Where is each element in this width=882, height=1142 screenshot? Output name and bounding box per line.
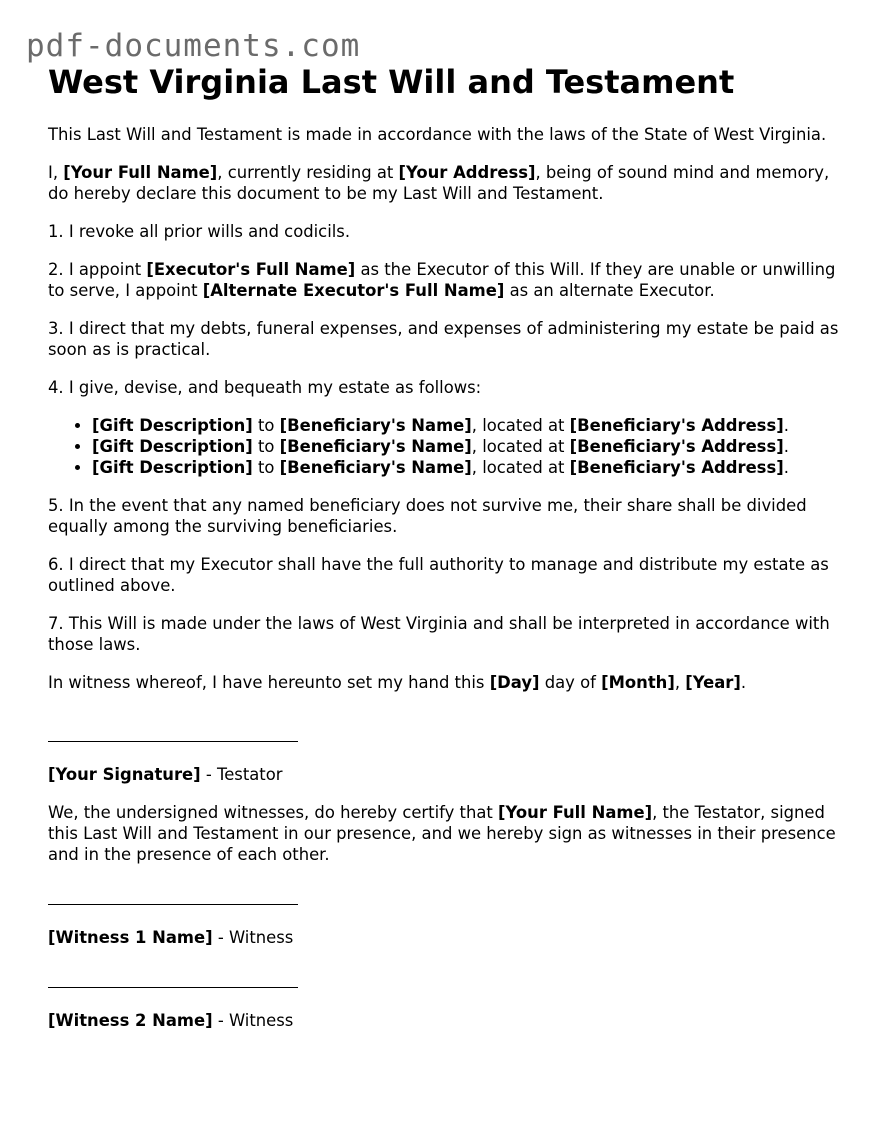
- gift-text: to: [252, 416, 280, 435]
- beneficiary-address-placeholder: [Beneficiary's Address]: [569, 458, 784, 477]
- witness-clause-text: In witness whereof, I have hereunto set my hand this: [48, 673, 490, 692]
- certification-text: , the Testator, signed this Last Will and Testament in our presence, and we hereby sign as witnesses in their presence and in the presence of each other.: [48, 803, 836, 864]
- gift-text: to: [252, 458, 280, 477]
- clause-4: 4. I give, devise, and bequeath my estate as follows:: [48, 378, 482, 397]
- spacer: [48, 965, 848, 987]
- witness-clause-text: ,: [674, 673, 686, 692]
- witness-1-name-placeholder: [Witness 1 Name]: [48, 928, 213, 947]
- gift-text: .: [783, 458, 789, 477]
- witness-clause-text: day of: [539, 673, 602, 692]
- declaration-text: , being of sound mind and memory, do hereby declare this document to be my Last Will and Testament.: [48, 163, 830, 203]
- declaration-text: , currently residing at: [217, 163, 399, 182]
- clause-2: [48, 259, 848, 301]
- alternate-executor-placeholder: [Alternate Executor's Full Name]: [202, 281, 505, 300]
- gift-text: , located at: [471, 458, 570, 477]
- intro-paragraph: This Last Will and Testament is made in accordance with the laws of the State of West Virginia.: [48, 125, 827, 144]
- declaration-text: I,: [48, 163, 64, 182]
- gift-item: [92, 436, 848, 457]
- watermark-text: pdf-documents.com: [26, 28, 361, 64]
- gift-text: to: [252, 437, 280, 456]
- gift-description-placeholder: [Gift Description]: [92, 416, 253, 435]
- role-text: - Witness: [212, 928, 294, 947]
- clause-1: 1. I revoke all prior wills and codicils.: [48, 222, 351, 241]
- beneficiary-address-placeholder: [Beneficiary's Address]: [569, 437, 784, 456]
- beneficiary-name-placeholder: [Beneficiary's Name]: [279, 437, 472, 456]
- executor-placeholder: [Executor's Full Name]: [146, 260, 356, 279]
- gift-text: , located at: [471, 437, 570, 456]
- role-text: - Witness: [212, 1011, 294, 1030]
- clause-text: 2. I appoint: [48, 260, 147, 279]
- gift-description-placeholder: [Gift Description]: [92, 458, 253, 477]
- signature-placeholder: [Your Signature]: [48, 765, 201, 784]
- declaration-paragraph: [48, 162, 848, 204]
- document-body: [48, 62, 848, 1048]
- full-name-placeholder: [Your Full Name]: [63, 163, 218, 182]
- spacer: [48, 710, 848, 741]
- clause-text: as the Executor of this Will. If they are unable or unwilling to serve, I appoint: [48, 260, 836, 300]
- clause-7: 7. This Will is made under the laws of West Virginia and shall be interpreted in accordance with those laws.: [48, 614, 830, 654]
- witness-clause: [48, 672, 848, 693]
- gift-text: .: [783, 416, 789, 435]
- testator-signature-line: [48, 741, 298, 742]
- gift-text: .: [783, 437, 789, 456]
- witness-1-label: [48, 927, 848, 948]
- witness-2-label: [48, 1010, 848, 1031]
- clause-text: as an alternate Executor.: [504, 281, 715, 300]
- witness-2-name-placeholder: [Witness 2 Name]: [48, 1011, 213, 1030]
- spacer: [48, 882, 848, 904]
- witness-1-signature-line: [48, 904, 298, 905]
- certification-text: We, the undersigned witnesses, do hereby certify that: [48, 803, 499, 822]
- certification-paragraph: [48, 802, 848, 865]
- document-title: West Virginia Last Will and Testament: [48, 63, 735, 101]
- clause-6: 6. I direct that my Executor shall have the full authority to manage and distribute my estate as outlined above.: [48, 555, 829, 595]
- testator-signature-label: [48, 764, 848, 785]
- gift-text: , located at: [471, 416, 570, 435]
- beneficiary-name-placeholder: [Beneficiary's Name]: [279, 416, 472, 435]
- full-name-placeholder: [Your Full Name]: [498, 803, 653, 822]
- clause-5: 5. In the event that any named beneficiary does not survive me, their share shall be divided equally among the surviving beneficiaries.: [48, 496, 807, 536]
- witness-2-signature-line: [48, 987, 298, 988]
- gift-item: [92, 415, 848, 436]
- month-placeholder: [Month]: [601, 673, 675, 692]
- role-text: - Testator: [200, 765, 283, 784]
- address-placeholder: [Your Address]: [398, 163, 536, 182]
- clause-3: 3. I direct that my debts, funeral expenses, and expenses of administering my estate be paid as soon as is practical.: [48, 319, 839, 359]
- witness-clause-text: .: [740, 673, 747, 692]
- gift-list: [48, 415, 848, 478]
- day-placeholder: [Day]: [489, 673, 540, 692]
- gift-item: [92, 457, 848, 478]
- year-placeholder: [Year]: [685, 673, 741, 692]
- gift-description-placeholder: [Gift Description]: [92, 437, 253, 456]
- beneficiary-address-placeholder: [Beneficiary's Address]: [569, 416, 784, 435]
- beneficiary-name-placeholder: [Beneficiary's Name]: [279, 458, 472, 477]
